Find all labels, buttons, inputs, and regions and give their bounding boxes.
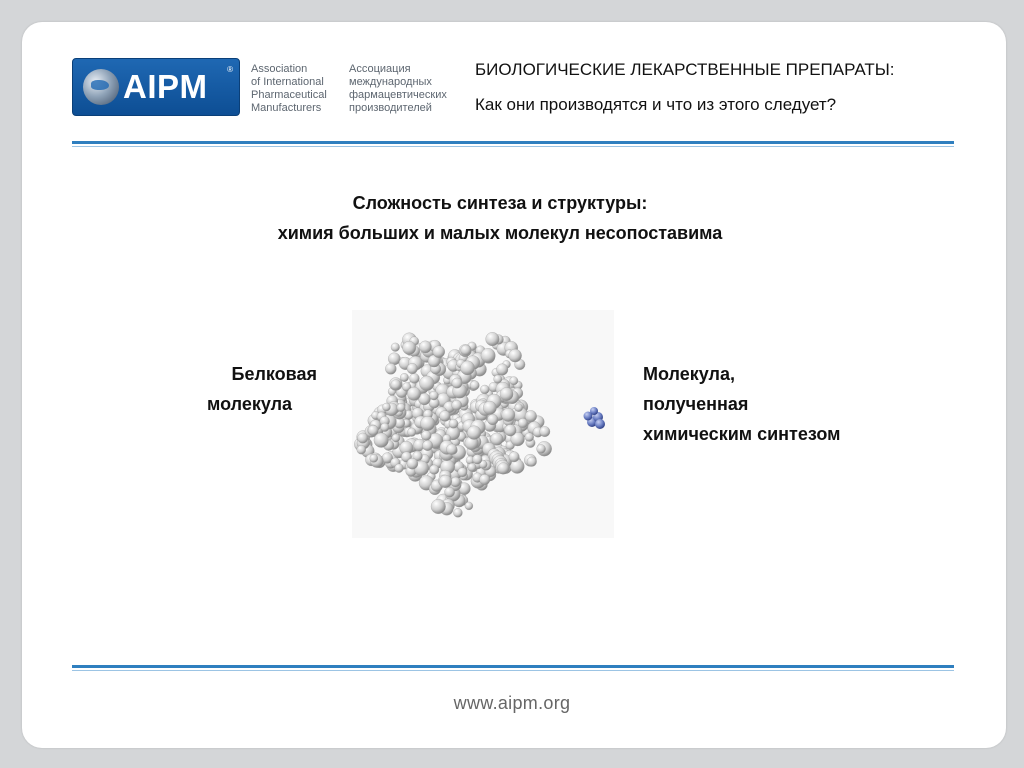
protein-atom: [452, 378, 462, 388]
protein-atom: [421, 431, 431, 441]
protein-atom: [467, 426, 481, 440]
protein-atom: [370, 454, 378, 462]
protein-atom: [395, 464, 404, 473]
protein-atom: [518, 418, 528, 428]
protein-atom: [461, 345, 471, 355]
protein-atom: [525, 433, 534, 442]
label-line: Белковая: [231, 364, 317, 384]
protein-atom: [419, 341, 431, 353]
protein-atom: [445, 487, 455, 497]
assoc-ru-line: производителей: [349, 102, 432, 114]
bottom-divider: [72, 665, 954, 668]
protein-atom: [487, 414, 498, 425]
globe-icon: [83, 69, 119, 105]
protein-atom: [468, 463, 476, 471]
protein-atom: [381, 423, 390, 432]
protein-atom: [429, 465, 439, 475]
protein-atom: [510, 377, 518, 385]
protein-atom: [537, 444, 546, 453]
website-url: www.aipm.org: [453, 693, 571, 713]
slide-subtitle: Как они производятся и что из этого следует?: [475, 95, 837, 114]
protein-atom: [496, 364, 508, 376]
bottom-divider-thin: [72, 670, 954, 671]
assoc-en-line: of International: [251, 76, 324, 88]
protein-atom: [357, 445, 366, 454]
protein-atom: [480, 385, 489, 394]
protein-atom: [422, 440, 432, 450]
molecule-comparison-image: [352, 310, 614, 538]
protein-atom: [460, 361, 474, 375]
protein-atom: [391, 380, 401, 390]
protein-atom: [483, 401, 496, 414]
protein-atom: [505, 425, 517, 437]
protein-atom: [391, 343, 400, 352]
protein-atom: [491, 433, 504, 446]
protein-atom: [470, 381, 479, 390]
assoc-ru-line: фармацевтических: [349, 89, 447, 101]
top-divider: [72, 141, 954, 144]
aipm-logo: [72, 58, 240, 116]
logo-text: AIPM: [123, 68, 208, 105]
protein-atoms: [354, 332, 551, 517]
protein-atom: [374, 433, 389, 448]
protein-atom: [400, 373, 408, 381]
label-line: молекула: [207, 394, 293, 414]
protein-atom: [446, 444, 457, 455]
protein-atom: [451, 477, 461, 487]
protein-atom: [368, 425, 378, 435]
protein-atom: [431, 499, 446, 514]
protein-atom: [502, 408, 515, 421]
protein-atom: [527, 457, 537, 467]
protein-atom: [449, 419, 458, 428]
protein-atom: [407, 428, 416, 437]
protein-atom: [358, 433, 368, 443]
assoc-en-line: Association: [251, 63, 308, 75]
protein-atom: [509, 349, 522, 362]
protein-atom: [509, 452, 519, 462]
protein-atom: [458, 468, 467, 477]
protein-atom: [481, 348, 495, 362]
assoc-en-line: Manufacturers: [251, 102, 322, 114]
association-name-ru: [349, 63, 447, 115]
assoc-en-line: Pharmaceutical: [251, 89, 327, 101]
protein-atom: [392, 434, 400, 442]
association-name-en: [251, 63, 327, 115]
protein-atom: [439, 475, 452, 488]
heading-line: Сложность синтеза и структуры:: [352, 193, 648, 213]
protein-atom: [515, 404, 523, 412]
assoc-ru-line: международных: [349, 76, 432, 88]
protein-atom: [407, 387, 420, 400]
protein-atom: [498, 463, 510, 475]
protein-atom: [465, 502, 473, 510]
protein-atom: [388, 353, 400, 365]
protein-atom: [453, 508, 462, 517]
protein-atom: [407, 458, 418, 469]
protein-atom: [419, 376, 434, 391]
protein-atom: [383, 403, 391, 411]
protein-atom: [429, 391, 438, 400]
protein-atom: [479, 474, 490, 485]
protein-atom: [500, 388, 513, 401]
top-divider-thin: [72, 146, 954, 147]
protein-atom: [452, 400, 462, 410]
protein-molecule-label: [207, 359, 317, 419]
assoc-ru-line: Ассоциация: [349, 63, 411, 75]
section-heading: [140, 188, 860, 248]
protein-atom: [385, 363, 396, 374]
label-line: Молекула,: [643, 364, 735, 384]
protein-atom: [486, 332, 500, 346]
small-molecule-icon: [584, 407, 606, 429]
registered-mark: ®: [227, 65, 233, 74]
label-line: полученная: [643, 394, 749, 414]
protein-atom: [433, 346, 445, 358]
label-line: химическим синтезом: [643, 424, 841, 444]
protein-atom: [439, 411, 450, 422]
protein-atom: [420, 416, 434, 430]
protein-atom: [397, 403, 405, 411]
synthetic-molecule-label: [643, 359, 840, 449]
protein-atom: [403, 341, 416, 354]
slide-title: БИОЛОГИЧЕСКИЕ ЛЕКАРСТВЕННЫЕ ПРЕПАРАТЫ:: [475, 60, 895, 79]
protein-atom: [494, 375, 502, 383]
protein-atom: [473, 455, 483, 465]
protein-atom: [407, 363, 418, 374]
protein-molecule-illustration: [352, 310, 614, 538]
heading-line: химия больших и малых молекул несопоставима: [277, 223, 723, 243]
protein-atom: [540, 426, 550, 436]
